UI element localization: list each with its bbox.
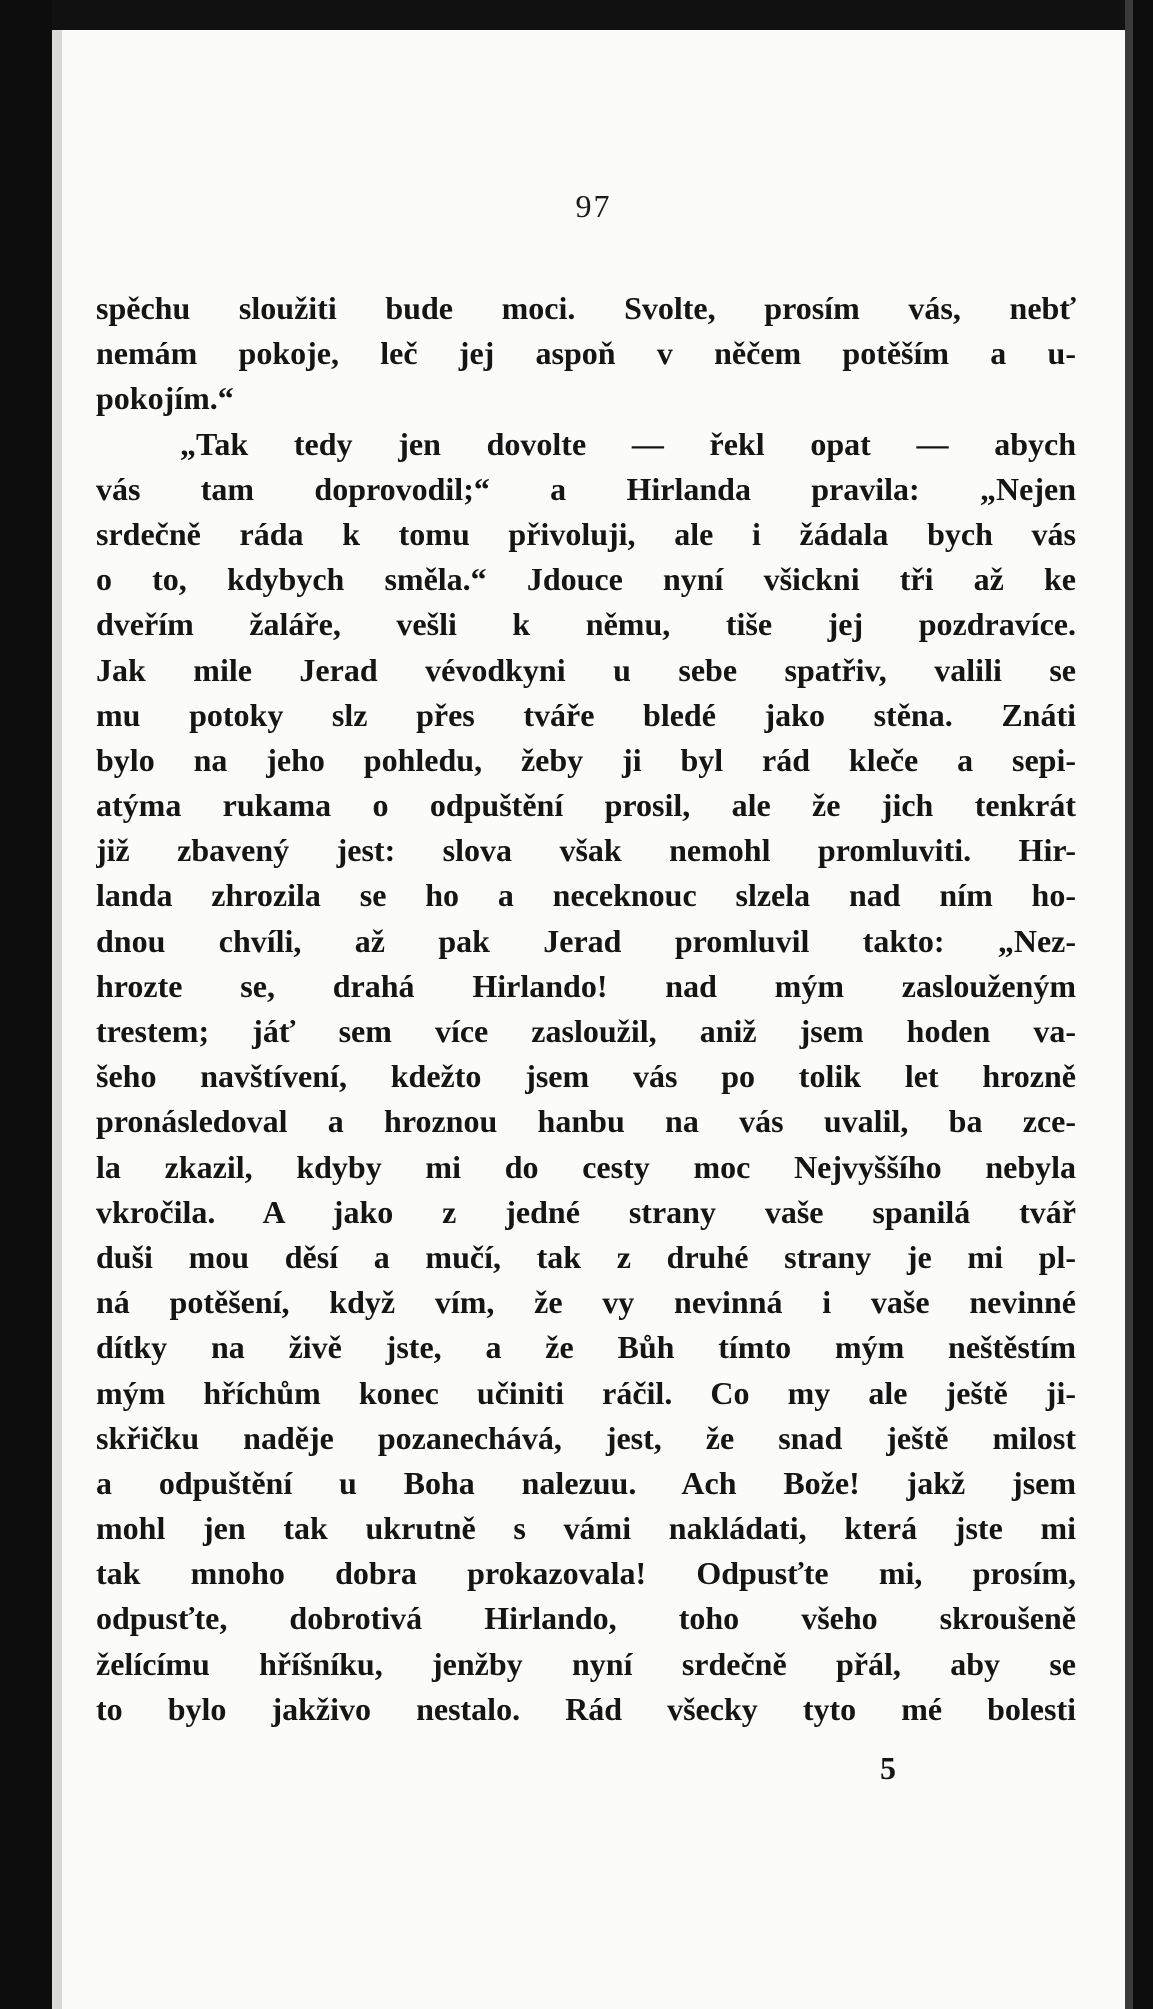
- text-line: tak mnoho dobra prokazovala! Odpusťte mi, prosím,: [96, 1555, 1076, 1592]
- text-line: želícímu hříšníku, jenžby nyní srdečně přál, aby se: [96, 1645, 1076, 1682]
- text-line: atýma rukama o odpuštění prosil, ale že jich tenkrát: [96, 787, 1076, 824]
- text-line: vkročila. A jako z jedné strany vaše spanilá tvář: [96, 1193, 1076, 1230]
- text-line: odpusťte, dobrotivá Hirlando, toho všeho skroušeně: [96, 1600, 1076, 1637]
- text-line: spěchu sloužiti bude moci. Svolte, prosím vás, nebť: [96, 290, 1076, 326]
- page-edge-right-shadow: [1125, 0, 1133, 2009]
- text-line: mohl jen tak ukrutně s vámi nakládati, která jste mi: [96, 1510, 1076, 1547]
- scan-border-left: [0, 0, 52, 2009]
- text-line: bylo na jeho pohledu, žeby ji byl rád kleče a sepi-: [96, 741, 1076, 778]
- text-line: pokojím.“: [96, 380, 234, 417]
- text-line: dítky na živě jste, a že Bůh tímto mým neštěstím: [96, 1329, 1076, 1366]
- text-line: duši mou děsí a mučí, tak z druhé strany je mi pl-: [96, 1238, 1076, 1275]
- scan-border-right: [1133, 0, 1153, 2009]
- page-number: 97: [575, 188, 612, 224]
- text-line: srdečně ráda k tomu přivoluji, ale i žádala bych vás: [96, 515, 1076, 552]
- text-line: to bylo jakživo nestalo. Rád všecky tyto mé bolesti: [96, 1690, 1076, 1727]
- text-line: landa zhrozila se ho a neceknouc slzela nad ním ho-: [96, 877, 1076, 914]
- text-line: dveřím žaláře, vešli k němu, tiše jej pozdravíce.: [96, 606, 1076, 643]
- text-line: šeho navštívení, kdežto jsem vás po tolik let hrozně: [96, 1058, 1076, 1095]
- page-edge-shadow: [52, 30, 62, 2009]
- text-line: nemám pokoje, leč jej aspoň v něčem potěším a u-: [96, 335, 1076, 372]
- text-line: ná potěšení, když vím, že vy nevinná i vaše nevinné: [96, 1284, 1076, 1321]
- text-line: již zbavený jest: slova však nemohl promluviti. Hir-: [96, 832, 1076, 869]
- text-line: hrozte se, drahá Hirlando! nad mým zaslouženým: [96, 967, 1076, 1004]
- text-line: a odpuštění u Boha nalezuu. Ach Bože! jakž jsem: [96, 1464, 1076, 1501]
- text-line: „Tak tedy jen dovolte — řekl opat — abych: [180, 425, 1076, 462]
- body-text: [96, 286, 1076, 1732]
- text-line: trestem; jáť sem více zasloužil, aniž jsem hoden va-: [96, 1013, 1076, 1049]
- text-line: mým hříchům konec učiniti ráčil. Co my ale ještě ji-: [96, 1374, 1076, 1411]
- signature-mark: 5: [880, 1750, 896, 1786]
- text-line: la zkazil, kdyby mi do cesty moc Nejvyššího nebyla: [96, 1148, 1076, 1185]
- text-line: mu potoky slz přes tváře bledé jako stěna. Znáti: [96, 696, 1076, 733]
- scan-border-top: [0, 0, 1153, 30]
- book-page: [62, 30, 1125, 2009]
- text-line: pronásledoval a hroznou hanbu na vás uvalil, ba zce-: [96, 1103, 1076, 1140]
- text-line: vás tam doprovodil;“ a Hirlanda pravila: „Nejen: [96, 470, 1076, 507]
- text-line: skřičku naděje pozanechává, jest, že snad ještě milost: [96, 1419, 1076, 1456]
- text-line: dnou chvíli, až pak Jerad promluvil takto: „Nez-: [96, 922, 1076, 959]
- text-line: Jak mile Jerad vévodkyni u sebe spatřiv, valili se: [96, 651, 1076, 688]
- text-line: o to, kdybych směla.“ Jdouce nyní všickni tři až ke: [96, 561, 1076, 598]
